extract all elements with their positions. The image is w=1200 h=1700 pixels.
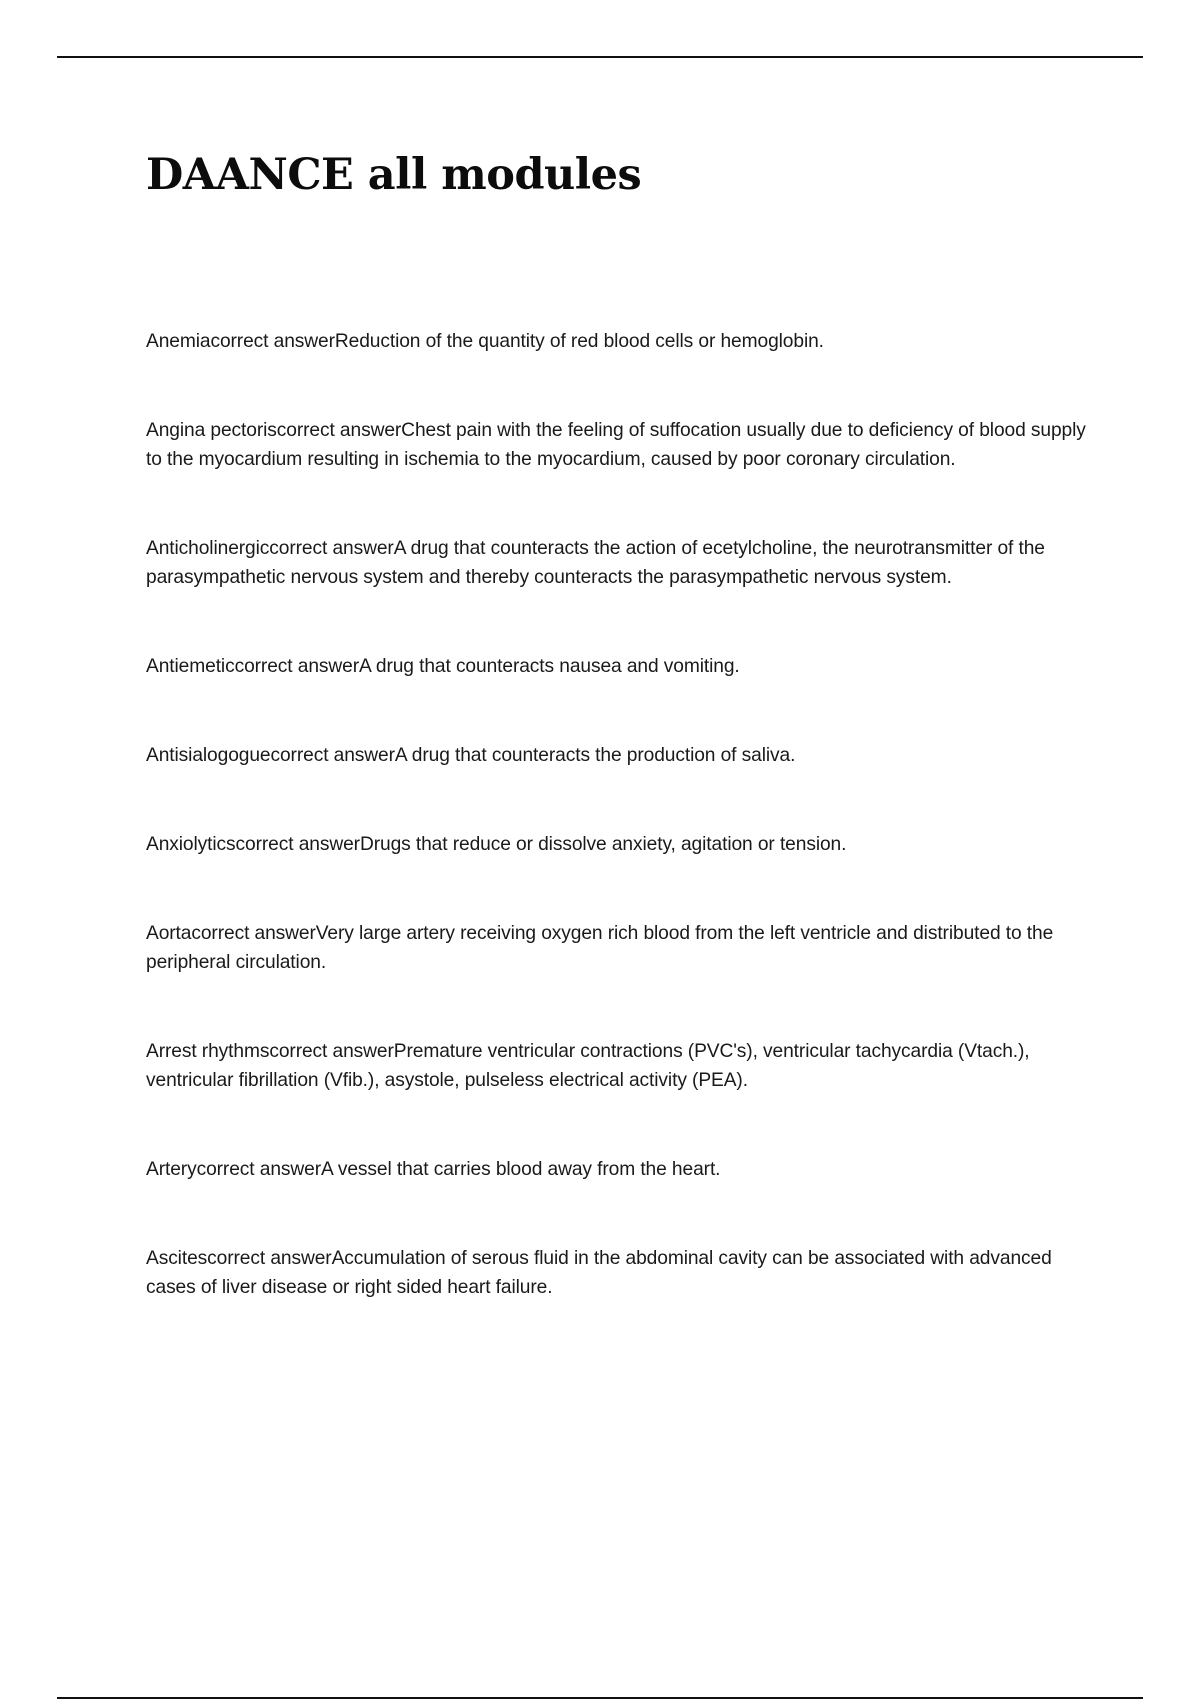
entry-aorta: Aortacorrect answerVery large artery receiving oxygen rich blood from the left ventricle and distributed to the peripheral circulation. xyxy=(146,923,1054,973)
entry-anemia: Anemiacorrect answerReduction of the quantity of red blood cells or hemoglobin. xyxy=(146,331,824,352)
document-body xyxy=(146,140,1086,1362)
top-divider xyxy=(57,56,1143,58)
entry-antisialogogue: Antisialogoguecorrect answerA drug that counteracts the production of saliva. xyxy=(146,745,796,766)
entry-list xyxy=(146,327,1086,1302)
entry-artery: Arterycorrect answerA vessel that carries blood away from the heart. xyxy=(146,1159,721,1180)
entry-angina-pectoris: Angina pectoriscorrect answerChest pain with the feeling of suffocation usually due to deficiency of blood supply to the myocardium resulting in ischemia to the myocardium, caused by poor coronary circulation. xyxy=(146,420,1086,470)
document-title: DAANCE all modules xyxy=(146,150,642,200)
bottom-divider xyxy=(57,1697,1143,1699)
entry-anticholinergic: Anticholinergiccorrect answerA drug that counteracts the action of ecetylcholine, the neurotransmitter of the parasympathetic nervous system and thereby counteracts the parasympathetic nervous system. xyxy=(146,538,1045,588)
entry-antiemetic: Antiemeticcorrect answerA drug that counteracts nausea and vomiting. xyxy=(146,656,740,677)
entry-anxiolytics: Anxiolyticscorrect answerDrugs that reduce or dissolve anxiety, agitation or tension. xyxy=(146,834,847,855)
entry-arrest-rhythms: Arrest rhythmscorrect answerPremature ventricular contractions (PVC's), ventricular tachycardia (Vtach.), ventricular fibrillation (Vfib.), asystole, pulseless electrical activity (PEA). xyxy=(146,1041,1030,1091)
entry-ascites: Ascitescorrect answerAccumulation of serous fluid in the abdominal cavity can be associated with advanced cases of liver disease or right sided heart failure. xyxy=(146,1248,1052,1298)
